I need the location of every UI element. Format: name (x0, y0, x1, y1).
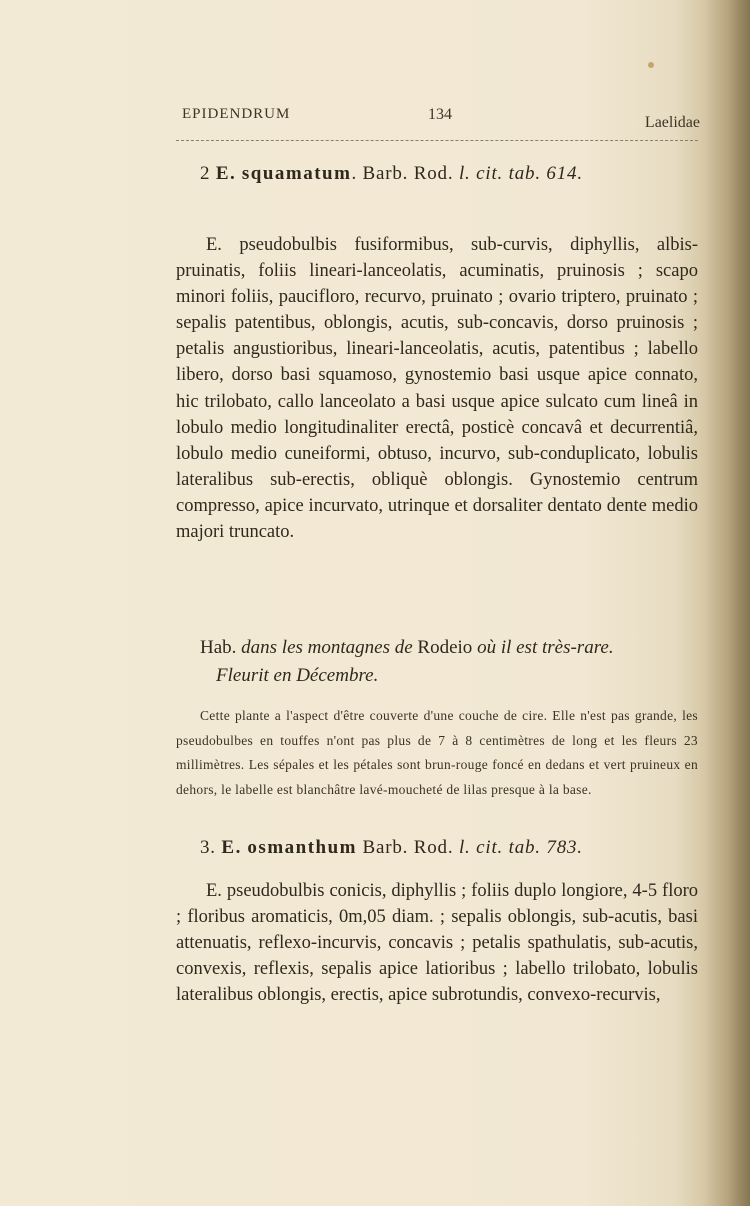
header-genus: EPIDENDRUM (182, 106, 291, 122)
running-header (182, 104, 700, 130)
species-number: 3. (200, 837, 216, 858)
latin-description-1: E. pseudobulbis fusiformibus, sub-curvis, diphyllis, albis-pruinatis, foliis lineari-lanceolatis, acuminatis, pruinosis ; scapo minori foliis, paucifloro, recurvo, pruinato ; ovario triptero, pruinato ; sepalis patentibus, oblongis, acutis, sub-concavis, dorso pruinosis ; petalis angustioribus, lineari-lanceolatis, acutis, patentibus ; labello libero, dorso basi squamoso, gynostemio basi usque apice connato, hic trilobato, callo lanceolato a basi usque apice sulcato cum lineâ in lobulo medio longitudinaliter erectâ, posticè concavâ et decurrentiâ, lobulo medio cuneiformi, obtuso, incurvo, sub-conduplicato, lobulis lateralibus sub-erectis, obliquè oblongis. Gynostemio centrum compresso, apice incurvato, utrinque et dorsaliter dentato dente medio majori truncato. (176, 235, 698, 543)
species-name: squamatum (241, 163, 352, 184)
species-heading-2 (176, 834, 722, 862)
french-note: Cette plante a l'aspect d'être couverte d'une couche de cire. Elle n'est pas grande, les pseudobulbes en touffes n'ont pas plus de 7 à 8 centimètres de long et les fleurs 23 millimètres. Les sépales et les pétales sont brun-rouge foncé en dedans et vert pruineux en dehors, le labelle est blanchâtre lavé-moucheté de lilas presque à la base. (176, 708, 698, 797)
habitat-rarity: où il est très-rare. (472, 637, 614, 658)
flowering-text: Fleurit en Décembre. (216, 665, 379, 686)
species-heading-1 (176, 160, 722, 188)
species-author: . Barb. Rod. (351, 163, 454, 184)
habitat-label: Hab. (200, 637, 237, 658)
habitat-line (176, 634, 722, 662)
species-number: 2 (200, 163, 211, 184)
header-family: Laelidae (644, 114, 700, 131)
paper-stain (648, 62, 654, 68)
species-citation: l. cit. tab. 783. (453, 837, 583, 858)
habitat-text: dans les montagnes de (236, 637, 418, 658)
flowering-line (176, 662, 738, 690)
species-name: osmanthum (247, 837, 357, 858)
page-number: 134 (428, 106, 452, 123)
species-genus-abbr: E. (221, 837, 242, 858)
habitat-place: Rodeio (417, 637, 473, 658)
latin-description-2: E. pseudobulbis conicis, diphyllis ; foliis duplo longiore, 4-5 floro ; floribus aromaticis, 0m,05 diam. ; sepalis oblongis, sub-acutis, basi attenuatis, reflexo-incurvis, concavis ; petalis spathulatis, sub-acutis, convexis, reflexis, sepalis apice latioribus ; labello trilobato, lobulis lateralibus oblongis, erectis, apice subrotundis, convexo-recurvis, (176, 881, 698, 1006)
header-rule (176, 140, 698, 141)
species-citation: l. cit. tab. 614. (453, 163, 583, 184)
species-author: Barb. Rod. (357, 837, 454, 858)
species-genus-abbr: E. (215, 163, 237, 184)
